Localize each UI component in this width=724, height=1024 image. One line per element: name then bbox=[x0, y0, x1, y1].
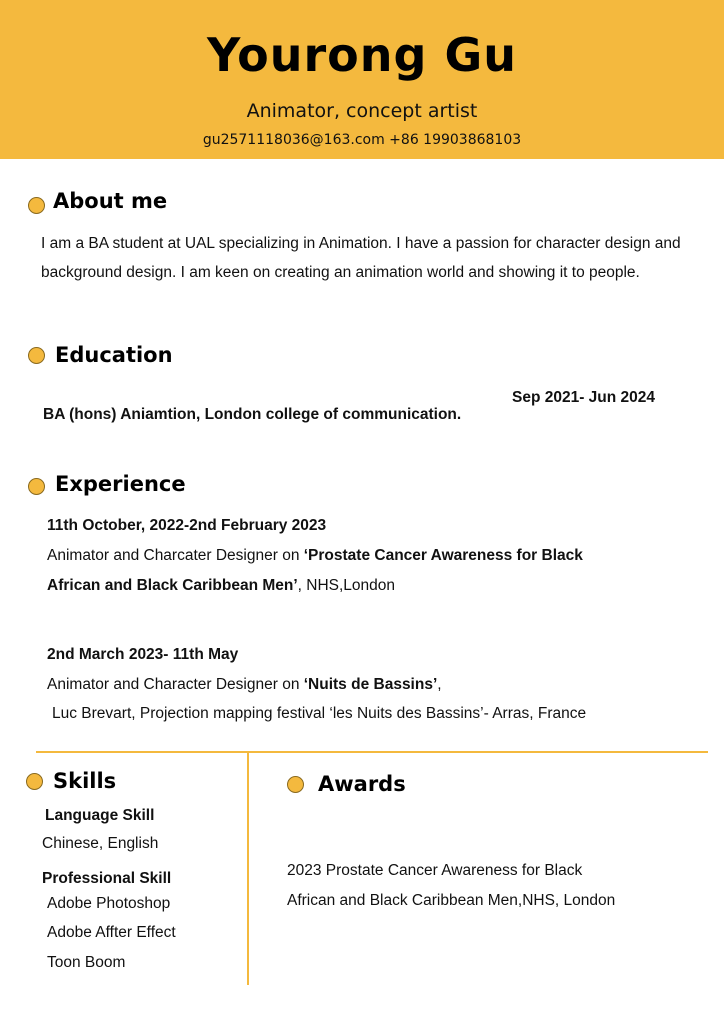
experience-role-cont bbox=[47, 577, 395, 595]
bullet-dot-icon bbox=[287, 776, 304, 793]
tool-item: Toon Boom bbox=[47, 954, 126, 971]
experience-role bbox=[47, 676, 442, 694]
about-text: I am a BA student at UAL specializing in Animation. I have a passion for character design and background design. I am keen on creating an animation world and showing it to people. bbox=[41, 235, 681, 281]
section-title-awards: Awards bbox=[318, 772, 406, 796]
experience-role bbox=[47, 547, 583, 565]
professional-skill-label: Professional Skill bbox=[42, 870, 172, 887]
section-title-experience: Experience bbox=[55, 472, 186, 496]
tool-item: Adobe Affter Effect bbox=[47, 924, 176, 941]
resume-role: Animator, concept artist bbox=[246, 100, 478, 122]
experience-punct: , bbox=[437, 676, 442, 693]
experience-date: 11th October, 2022-2nd February 2023 bbox=[47, 517, 327, 534]
bullet-dot-icon bbox=[28, 478, 45, 495]
experience-project-cont: African and Black Caribbean Men’ bbox=[47, 577, 298, 594]
experience-project: ‘Prostate Cancer Awareness for Black bbox=[303, 547, 583, 564]
contact-info: gu2571118036@163.com +86 19903868103 bbox=[202, 132, 522, 148]
bullet-dot-icon bbox=[26, 773, 43, 790]
language-skill-value: Chinese, English bbox=[42, 835, 159, 852]
bullet-dot-icon bbox=[28, 197, 45, 214]
section-title-skills: Skills bbox=[53, 769, 117, 793]
experience-role-prefix: Animator and Charcater Designer on bbox=[47, 547, 304, 564]
award-text-line2: African and Black Caribbean Men,NHS, London bbox=[287, 892, 616, 909]
section-title-education: Education bbox=[55, 343, 173, 367]
tool-item: Adobe Photoshop bbox=[47, 895, 171, 912]
section-divider-vertical bbox=[247, 753, 249, 985]
education-date: Sep 2021- Jun 2024 bbox=[512, 389, 656, 406]
experience-project: ‘Nuits de Bassins’ bbox=[303, 676, 438, 693]
experience-date: 2nd March 2023- 11th May bbox=[47, 646, 239, 663]
resume-name: Yourong Gu bbox=[207, 28, 517, 82]
experience-role-prefix: Animator and Character Designer on bbox=[47, 676, 304, 693]
education-degree: BA (hons) Aniamtion, London college of communication. bbox=[43, 406, 462, 423]
experience-org: , NHS,London bbox=[297, 577, 396, 594]
experience-detail: Luc Brevart, Projection mapping festival ‘les Nuits des Bassins’- Arras, France bbox=[52, 705, 587, 722]
section-divider-horizontal bbox=[36, 751, 708, 753]
bullet-dot-icon bbox=[28, 347, 45, 364]
language-skill-label: Language Skill bbox=[45, 807, 155, 824]
section-title-about: About me bbox=[53, 189, 168, 213]
award-text-line1: 2023 Prostate Cancer Awareness for Black bbox=[287, 862, 583, 879]
